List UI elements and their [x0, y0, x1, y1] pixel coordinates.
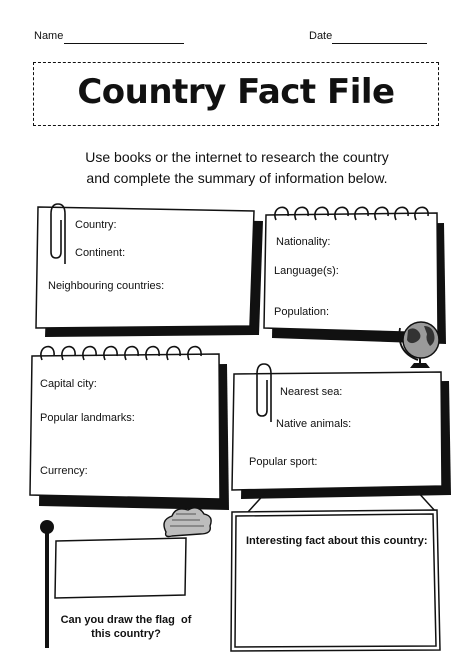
- name-field[interactable]: [64, 43, 184, 44]
- page-title: Country Fact File: [77, 72, 395, 112]
- date-label: Date: [309, 30, 333, 42]
- nearest-sea-label: Nearest sea:: [280, 386, 343, 398]
- flag-prompt-line-1: Can you draw the flag of: [60, 614, 192, 626]
- languages-label: Language(s):: [274, 265, 339, 277]
- flag-prompt-line-2: this country?: [91, 628, 161, 640]
- flag-pole-icon: [40, 520, 54, 648]
- cloud-icon: [164, 508, 211, 537]
- capital-city-label: Capital city:: [40, 378, 97, 390]
- country-label: Country:: [75, 219, 117, 231]
- popular-sport-label: Popular sport:: [249, 456, 318, 468]
- nationality-label: Nationality:: [276, 236, 331, 248]
- date-field[interactable]: [332, 43, 427, 44]
- popular-landmarks-label: Popular landmarks:: [40, 412, 135, 424]
- native-animals-label: Native animals:: [276, 418, 352, 430]
- instructions: [30, 147, 444, 189]
- currency-label: Currency:: [40, 465, 88, 477]
- instruction-line-2: and complete the summary of information below.: [86, 170, 388, 186]
- continent-label: Continent:: [75, 247, 126, 259]
- fact-board-frame: [231, 490, 440, 651]
- population-label: Population:: [274, 306, 330, 318]
- neighbouring-countries-label: Neighbouring countries:: [48, 280, 165, 292]
- instruction-line-1: Use books or the internet to research the country: [85, 149, 389, 165]
- flag-prompt: [56, 613, 196, 641]
- interesting-fact-label: Interesting fact about this country:: [246, 535, 428, 547]
- name-label: Name: [34, 30, 64, 42]
- flag-drawing-box: [55, 538, 186, 598]
- card-basics-frame: [36, 207, 263, 337]
